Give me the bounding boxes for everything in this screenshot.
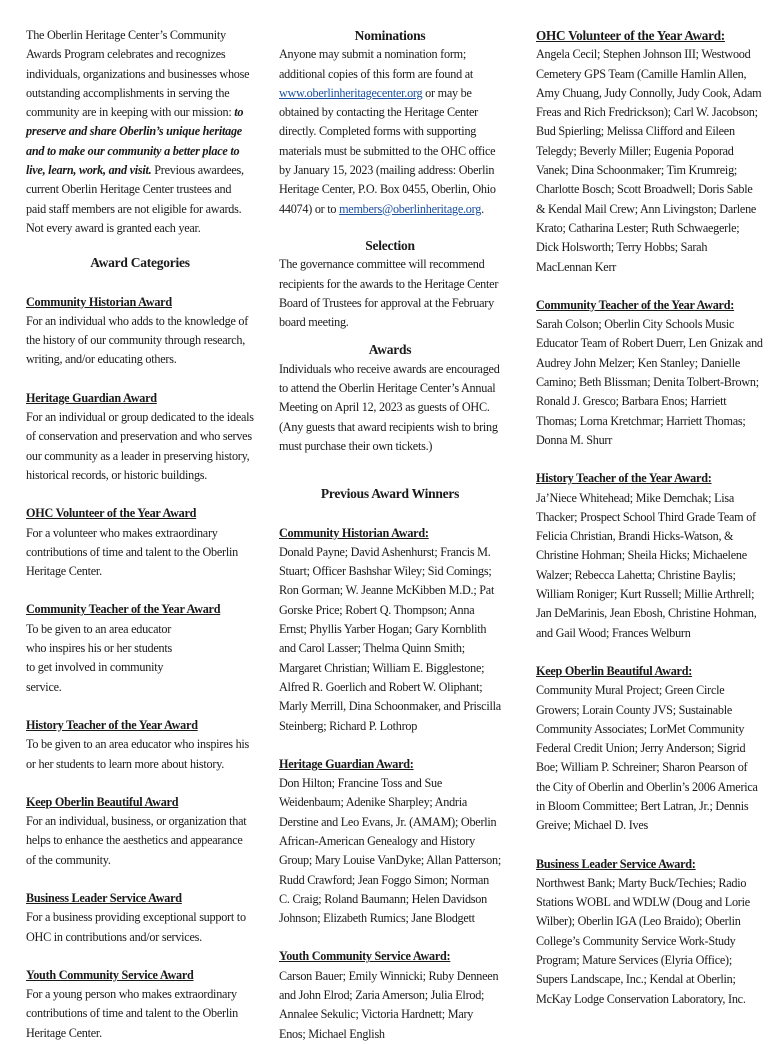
intro-text: The Oberlin Heritage Center’s Community Awards Program celebrates and recognizes individuals, organizations and businesses whose outstanding accomplishments in serving the community are in keeping with our mission: <box>26 28 250 120</box>
category-title: Business Leader Service Award <box>26 890 182 905</box>
category-item <box>26 793 254 870</box>
winners-group <box>536 662 764 836</box>
category-item <box>26 716 254 774</box>
winners-title: Youth Community Service Award: <box>279 949 451 964</box>
category-item <box>26 389 254 485</box>
previous-winners-heading: Previous Award Winners <box>320 486 460 502</box>
category-description: For a young person who makes extraordinary contributions of time and talent to the Oberlin Heritage Center. <box>26 987 238 1040</box>
winners-title: Heritage Guardian Award: <box>279 756 414 771</box>
winners-names: Don Hilton; Francine Toss and Sue Weidenbaum; Adenike Sharpley; Andria Derstine and Leo Evans, Jr. (AMAM); Oberlin African-American Genealogy and History Group; Mary Louise VanDyke; Allan Patterson; Rudd Crawford; Jean Foggo Simon; Norman C. Craig; Roland Baumann; Helen Davidson Johnson; Elizabeth Rumics; Jane Blodgett <box>279 776 501 926</box>
category-description: For an individual who adds to the knowledge of the history of our community through research, writing, and/or educating others. <box>26 313 249 367</box>
nominations-text-end: . <box>481 201 484 216</box>
winners-names: Sarah Colson; Oberlin City Schools Music Educator Team of Robert Duerr, Len Gnizak and Audrey John Melzer; Ken Stanley; Danielle Camino; Beth Blissman; Denita Tolbert-Brown; Ronald J. Gresco; Barbara Enos; Harriett Thomas; Lorna Kretchmar; Harriett Thomas; Donna M. Shurr <box>536 317 763 447</box>
winners-names: Donald Payne; David Ashenhurst; Francis M. Stuart; Officer Bashshar Wiley; Sid Comings; Ron Gorman; W. Jeanne McKibben M.D.; Pat Gorske Price; Robert Q. Thompson; Anna Ernst; Phyllis Yarber Hogan; Gary Kornblith and Carol Lasser; Thelma Quinn Smith; Margaret Christian; William E. Bigglestone; Alfred R. Goerlich and Robert W. Oliphant; Marly Merrill, Dina Schoonmaker, and Priscilla Steinberg; Richard P. Lothrop <box>279 544 501 733</box>
award-categories-heading: Award Categories <box>90 255 190 271</box>
winners-group <box>279 947 501 1043</box>
winners-title: Community Historian Award: <box>279 525 429 540</box>
category-title: Community Historian Award <box>26 294 172 309</box>
category-title: Community Teacher of the Year Award <box>26 602 221 617</box>
category-item <box>26 889 254 947</box>
intro-paragraph <box>26 26 254 238</box>
winners-group <box>536 469 764 643</box>
category-title: History Teacher of the Year Award <box>26 717 198 732</box>
winners-group <box>536 296 764 450</box>
eligibility-text: Previous awardees, current Oberlin Heritage Center trustees and paid staff members are not eligible for awards. Not every award is granted each year. <box>26 163 244 235</box>
category-title: Heritage Guardian Award <box>26 390 157 405</box>
email-link[interactable]: members@oberlinheritage.org <box>339 201 482 216</box>
column-right <box>536 26 764 1009</box>
website-link[interactable]: www.oberlinheritagecenter.org <box>279 85 423 100</box>
winners-group <box>536 855 764 1009</box>
nominations-text-continued: or may be obtained by contacting the Heritage Center directly. Completed forms with supporting materials must be submitted to the OHC office by January 15, 2023 (mailing address: Oberlin Heritage Center, P.O. Box 0455, Oberlin, Ohio 44074) or to <box>279 85 496 216</box>
winners-names: Carson Bauer; Emily Winnicki; Ruby Denneen and John Elrod; Zaria Amerson; Julia Elrod; Annalee Sekulic; Victoria Hardnett; Mary Enos; Michael English <box>279 968 499 1041</box>
awards-text: Individuals who receive awards are encouraged to attend the Oberlin Heritage Center’s Annual Meeting on April 12, 2023 as guests of OHC. (Any guests that award recipients wish to bring must purchase their own tickets.) <box>279 361 500 453</box>
winners-names: Northwest Bank; Marty Buck/Techies; Radio Stations WOBL and WDLW (Doug and Lorie Wilber); Oberlin IGA (Leo Braido); Oberlin College’s Community Service Work-Study Program; Mature Services (Elyria Office); Supers Landscape, Inc.; Kendal at Oberlin; McKay Lodge Conservation Laboratory, Inc. <box>536 875 750 1006</box>
nominations-heading: Nominations <box>354 28 426 43</box>
winners-group <box>279 755 501 929</box>
category-description: For a volunteer who makes extraordinary contributions of time and talent to the Oberlin Heritage Center. <box>26 525 238 579</box>
selection-text: The governance committee will recommend recipients for the awards to the Heritage Center Board of Trustees for approval at the February board meeting. <box>279 257 499 330</box>
winners-names: Angela Cecil; Stephen Johnson III; Westwood Cemetery GPS Team (Camille Hamlin Allen, Amy Chuang, Judy Connolly, Judy Cook, Adam Freas and Rich Fredrickson); Carl W. Jacobson; Bud Spierling; Melissa Clifford and Eileen Telegdy; Beverly Miller; Eugenia Poporad Vanek; Dina Schoonmaker; Tim Krumreig; Charlotte Bosch; Scott Broadwell; Doris Sable & Kendal Mail Crew; Ann Livingston; Darlene Krato; Catharina Lester; Ruth Schwaegerle; Dick Holsworth; Terry Hobbs; Sarah MacLennan Kerr <box>536 47 762 274</box>
category-description: For an individual or group dedicated to the ideals of conservation and preservation and who serves our community as a leader in preserving history, historical records, or historic buildings. <box>26 410 254 482</box>
column-left <box>26 26 254 1043</box>
category-title: Keep Oberlin Beautiful Award <box>26 794 179 809</box>
winners-group <box>279 524 501 736</box>
winners-title: OHC Volunteer of the Year Award: <box>536 28 725 43</box>
nominations-paragraph <box>279 45 501 219</box>
mission-statement: to preserve and share Oberlin’s unique heritage and to make our community a better place to live, learn, work, and visit. <box>26 105 244 178</box>
winners-names: Community Mural Project; Green Circle Growers; Lorain County JVS; Sustainable Community Associates; LorMet Community Federal Credit Union; Jerry Anderson; Sigrid Boe; William P. Schreiner; Sharon Pearson of the City of Oberlin and Oberlin’s 2006 America in Bloom Committee; Bert Latran, Jr.; Dennis Greive; Michael D. Ives <box>536 683 758 833</box>
awards-heading: Awards <box>368 342 412 358</box>
category-title: OHC Volunteer of the Year Award <box>26 506 197 521</box>
nominations-text: Anyone may submit a nomination form; additional copies of this form are found at <box>279 47 474 81</box>
winners-title: Community Teacher of the Year Award: <box>536 297 735 312</box>
category-description: For an individual, business, or organization that helps to enhance the aesthetics and appearance of the community. <box>26 814 247 867</box>
category-item <box>26 600 254 696</box>
winners-title: Keep Oberlin Beautiful Award: <box>536 663 693 678</box>
category-item <box>26 293 254 370</box>
category-description: For a business providing exceptional support to OHC in contributions and/or services. <box>26 910 246 944</box>
column-middle <box>279 26 501 1044</box>
category-description: To be given to an area educator who inspires his or her students to get involved in community service. <box>26 621 173 694</box>
category-item <box>26 966 254 1043</box>
winners-title: History Teacher of the Year Award: <box>536 471 712 486</box>
selection-heading: Selection <box>365 237 415 253</box>
winners-group <box>536 26 764 277</box>
category-title: Youth Community Service Award <box>26 967 194 982</box>
winners-title: Business Leader Service Award: <box>536 856 696 871</box>
winners-names: Ja’Niece Whitehead; Mike Demchak; Lisa Thacker; Prospect School Third Grade Team of Felicia Christian, Brandi Hicks-Watson, & Christine Hohman; Sheila Hicks; Michaelene Walzer; Rebecca Lahetta; Christine Baylis; William Roniger; Kurt Russell; Millie Arthrell; Jan DeMarinis, Jean Ebosh, Christine Hohman, and Gail Wood; Frances Welburn <box>536 490 757 640</box>
category-description: To be given to an area educator who inspires his or her students to learn more about history. <box>26 737 250 771</box>
category-item <box>26 504 254 581</box>
